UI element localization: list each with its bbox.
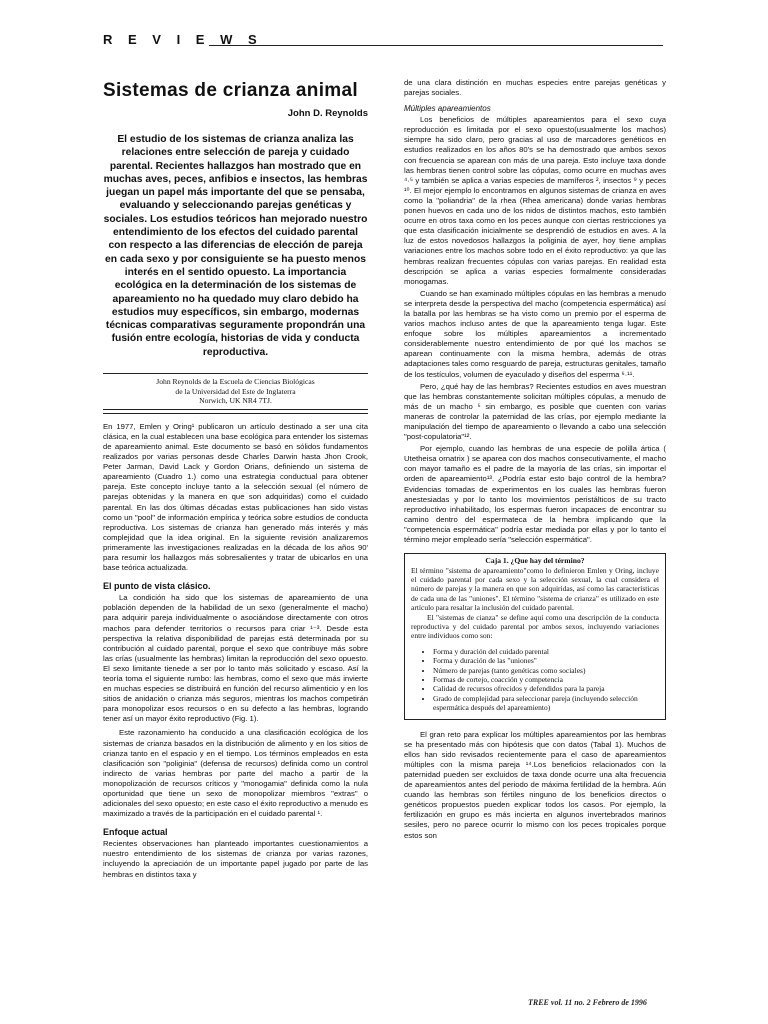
box-paragraph: El término "sistema de apareamiento"como lo definieron Emlen y Oring, incluye el cuidado parental por cada sexo y la selección sexual, la cual considera el número de parejas y la manera en que son adquiridas, así como las características de cada una de las "uniones". El término "sistema de crianza" es utilizado en este artículo para resaltar la inclusión del cuidado parental. bbox=[411, 565, 659, 613]
section-heading: Enfoque actual bbox=[103, 827, 168, 838]
subsection-heading: Múltiples apareamientos bbox=[404, 104, 491, 114]
body-paragraph: de una clara distinción en muchas especies entre parejas genéticas y parejas sociales. bbox=[404, 78, 666, 98]
box-paragraph: El "sistemas de cianza" se define aquí como una descripción de la conducta reproductiva y del cuidado parental por ambos sexos, incluyendo variaciones entre individuos como son: bbox=[411, 612, 659, 641]
article-title: Sistemas de crianza animal bbox=[103, 80, 358, 101]
list-item: • Calidad de recursos ofrecidos y defendidos para la pareja bbox=[433, 684, 659, 693]
sidebar-box bbox=[404, 553, 666, 720]
intro-paragraph: En 1977, Emlen y Oring¹ publicaron un artículo destinado a ser una cita clásica, en la cual establecen una base ecológica para entender los sistemas de apareamiento animal. Este documento se basó en sólidos fundamentos realizados por varias personas desde Charles Darwin hasta Jhon Crook, Peter Jarman, David Lack y Gordon Orians, definiendo un sistema de apareamiento (Cuadro 1.) como una estrategia conductual para obtener pareja. Este concepto incluye tanto a la selección sexual (el número de parejas obtenidas y la manera en que son adquiridas) como el cuidado parental. En las dos últimas décadas estas publicaciones han sido vistas como un "pool" de información empírica y teórica sobre estudios de conducta reproductiva. Los sistemas de crianza han generado más interés y más complejidad que la idea original. En la siguiente revisión analizaremos primeramente las investigaciones realizadas en la década de los años 90' para resumir los hallazgos más sobresalientes y tratar de ubicarlos en una base teórica actualizada. bbox=[103, 421, 368, 573]
body-paragraph: Por ejemplo, cuando las hembras de una especie de polilla ártica ( Utetheisa ornatrix ) se aparea con dos machos consecutivamente, el macho con mayor tamaño es el padre de la mayoría de las crías, sin importar el orden de apareamiento¹³. ¿Podría estar esto bajo control de la hembra? Evidencias tomadas de experimentos en los cuales las hembras fueron anestesiadas y por lo tanto los movimientos peristálticos de su tracto reproductivo inhabilitado, los espermas fueron incapaces de encontrar su camino dentro del espermateca de la hembra implicando que la "competencia espermática" podría estar mediada por ellas y por lo tanto el término mejor empleado sería "selección espermática". bbox=[404, 444, 666, 545]
body-paragraph: El gran reto para explicar los múltiples apareamientos por las hembras se ha presentado más con hipótesis que con datos (Tabal 1). Muchos de ellos han sido revisados recientemente para el caso de apareamientos múltiples con la misma pareja ¹⁴.Los beneficios relacionados con la paternidad pueden ser excluidos de taxa donde ocurre una alta frecuencia de apareamientos antes del periodo de máxima fertilidad de la hembra. Aún cuando las hembras son fértiles ninguno de los beneficios directos o genéticos propuestos pueden explicar todos los casos. Por ejemplo, la fertilización en grupo es más incierta en algunos invertebrados marinos sesiles, pero no parece ocurrir lo mismo con los peces tropicales porque estos son bbox=[404, 729, 666, 840]
box-title: Caja 1. ¿Que hay del término? bbox=[485, 556, 585, 566]
affiliation-line: John Reynolds de la Escuela de Ciencias Biológicas bbox=[156, 377, 315, 387]
body-paragraph: La condición ha sido que los sistemas de apareamiento de una población dependen de la habilidad de un sexo (generalmente el macho) para adquirir pareja individualmente o asociándose directamente con otros machos para defender territorios o recursos para criar ¹⁻³. Desde esta perspectiva la relativa disponibilidad de parejas está determinada por su contribución al cuidado parental, porque el sexo que contribuye más sobre las crías (usualmente las hembras) limitan la reproducción del sexo opuesto. El sexo limitante tienede a ser por lo tanto más solicitado y escaso. Así la teoría toma el siguiente rumbo: las hembras, como el sexo que más invierte en muchas especies se distribuirá en función del recurso alimenticio y en los sitios de anidación o crianza más seguros, mientras los machos competirán para monopolizar esos recursos o en su defecto a las hembras, logrando tener así un mayor éxito reproductivo (Fig. 1). bbox=[103, 593, 368, 724]
list-item: • Número de parejas (tanto genéticas como sociales) bbox=[433, 666, 659, 675]
list-item: • Forma y duración del cuidado parental bbox=[433, 647, 659, 656]
box-list bbox=[411, 647, 659, 713]
article-abstract: El estudio de los sistemas de crianza analiza las relaciones entre selección de pareja y cuidado parental. Recientes hallazgos han mostrado que en muchas aves, peces, anfibios e insectos, las hembras juegan un papel más importante del que se pensaba, evaluando y seleccionando parejas genéticas y sociales. Los estudios teóricos han mejorado nuestro entendimiento de los efectos del cuidado parental con respecto a las diferencias de elección de pareja en cada sexo y por consiguiente se ha puesto menos interés en el sentido opuesto. La importancia ecológica en la determinación de los sistemas de apareamiento no ha quedado muy claro debido ha estudios muy específicos, sin embargo, modernas técnicas comparativas seguramente propondrán una fusión entre ecología, historias de vida y conducta reproductiva. bbox=[103, 134, 368, 358]
body-paragraph: Pero, ¿qué hay de las hembras? Recientes estudios en aves muestran que las hembras constantemente solicitan múltiples cópulas, a menudo de más de un macho ⁵ sin embargo, es posible que cuenten con varias maneras de controlar la paternidad de las crías, por ejemplo mediante la manipulación del tiempo de apareamiento o llevando a cabo una selección "post-copulatoria"¹². bbox=[404, 381, 666, 442]
article-author: John D. Reynolds bbox=[287, 108, 368, 119]
body-paragraph: Cuando se han examinado múltiples cópulas en las hembras a menudo se interpreta desde la perspectiva del macho (competencia espermática) así la batalla por las hembras se ha visto como un premio por el esperma de varios machos incluso antes de que la apareamiento tenga lugar. Este enfoque sobre los múltiples apareamientos a incrementado considerablemente nuestro entendimiento de por qué los machos se aparean continuamente con la misma hembra, además de otras adaptaciones tales como resguardo de pareja, estructuras genitales, tamaño de los testículos, volumen de eyaculado y diseños del esperma ⁶·¹¹. bbox=[404, 288, 666, 379]
list-item: • Forma y duración de las "uniones" bbox=[433, 656, 659, 665]
author-affiliation bbox=[103, 373, 368, 410]
body-paragraph: Recientes observaciones han planteado importantes cuestionamientos a nuestro entendimiento de los sistemas de crianza por varias razones, incluyendo la apreciación de un importante papel jugado por parte de las hembras en distintos taxa y bbox=[103, 839, 368, 879]
header-rule bbox=[209, 45, 663, 46]
body-paragraph: Los beneficios de múltiples apareamientos para el sexo cuya reproducción es limitada por el sexo opuesto(usualmente los machos) siempre ha sido claro, pero gracias al uso de marcadores genéticos en estudios realizados en los años 80's se ha demostrado que ambos sexos con frecuencia se aparean con más de una pareja. Esto incluye taxa donde las hembras tienen control sobre las cópulas, como ocurre en muchas aves ⁴·⁵ y también se aplica a varias especies de mamíferos ², insectos ⁹ y peces ¹⁰. El mejor ejemplo lo encontramos en algunos sistemas de crianza en aves como la "poliandria" de la rhea (Rhea americana) donde varias hembras ponen huevos en cada uno de los nidos de distintos machos, esto también ocurre en otros taxa como en los peces aunque con ciertas restricciones ya que esta clasificación inicialmente se desprendió de estudios en aves. A la luz de estos novedosos hallazgos la poliginia de ayer, hoy tiene amplias variaciones entre los machos sobre todo en el éxito reproductivo: ya que las hembras realizan frecuentes cópulas con varias parejas. En realidad esta descripción se aplica a varias especies formalmente consideradas monogamas. bbox=[404, 115, 666, 286]
body-paragraph: Este razonamiento ha conducido a una clasificación ecológica de los sistemas de crianza basados en la distribución de alimento y en los sitios de crianza tanto en el espacio y en el tiempo. Los términos empleados en esta clasificación son "poliginia" (defensa de recursos) definida como un control indirecto de varias hembras por parte del macho a partir de la monopolización de recursos críticos y "monogamia" definida como la nula oportunidad que tiene un sexo de monopolizar miembros "extras" o adicionales del sexo opuesto; en este caso el éxito reproductivo a menudo es maximizado a través de la participación en el cuidado parental ¹. bbox=[103, 728, 368, 819]
affiliation-rule bbox=[103, 410, 368, 414]
affiliation-line: Norwich, UK NR4 7TJ. bbox=[199, 396, 272, 406]
left-column bbox=[103, 78, 368, 880]
section-heading: El punto de vista clásico. bbox=[103, 581, 211, 592]
list-item: • Grado de complejidad para seleccionar pareja (incluyendo selección espermática después del apareamiento) bbox=[433, 694, 659, 713]
section-label: R E V I E W S bbox=[103, 32, 263, 47]
section-header bbox=[103, 32, 663, 50]
affiliation-line: de la Universidad del Este de Inglaterra bbox=[175, 386, 296, 396]
right-column bbox=[404, 78, 666, 841]
page-footer-citation: TREE vol. 11 no. 2 Febrero de 1996 bbox=[528, 998, 647, 1007]
list-item: • Formas de cortejo, coacción y competencia bbox=[433, 675, 659, 684]
